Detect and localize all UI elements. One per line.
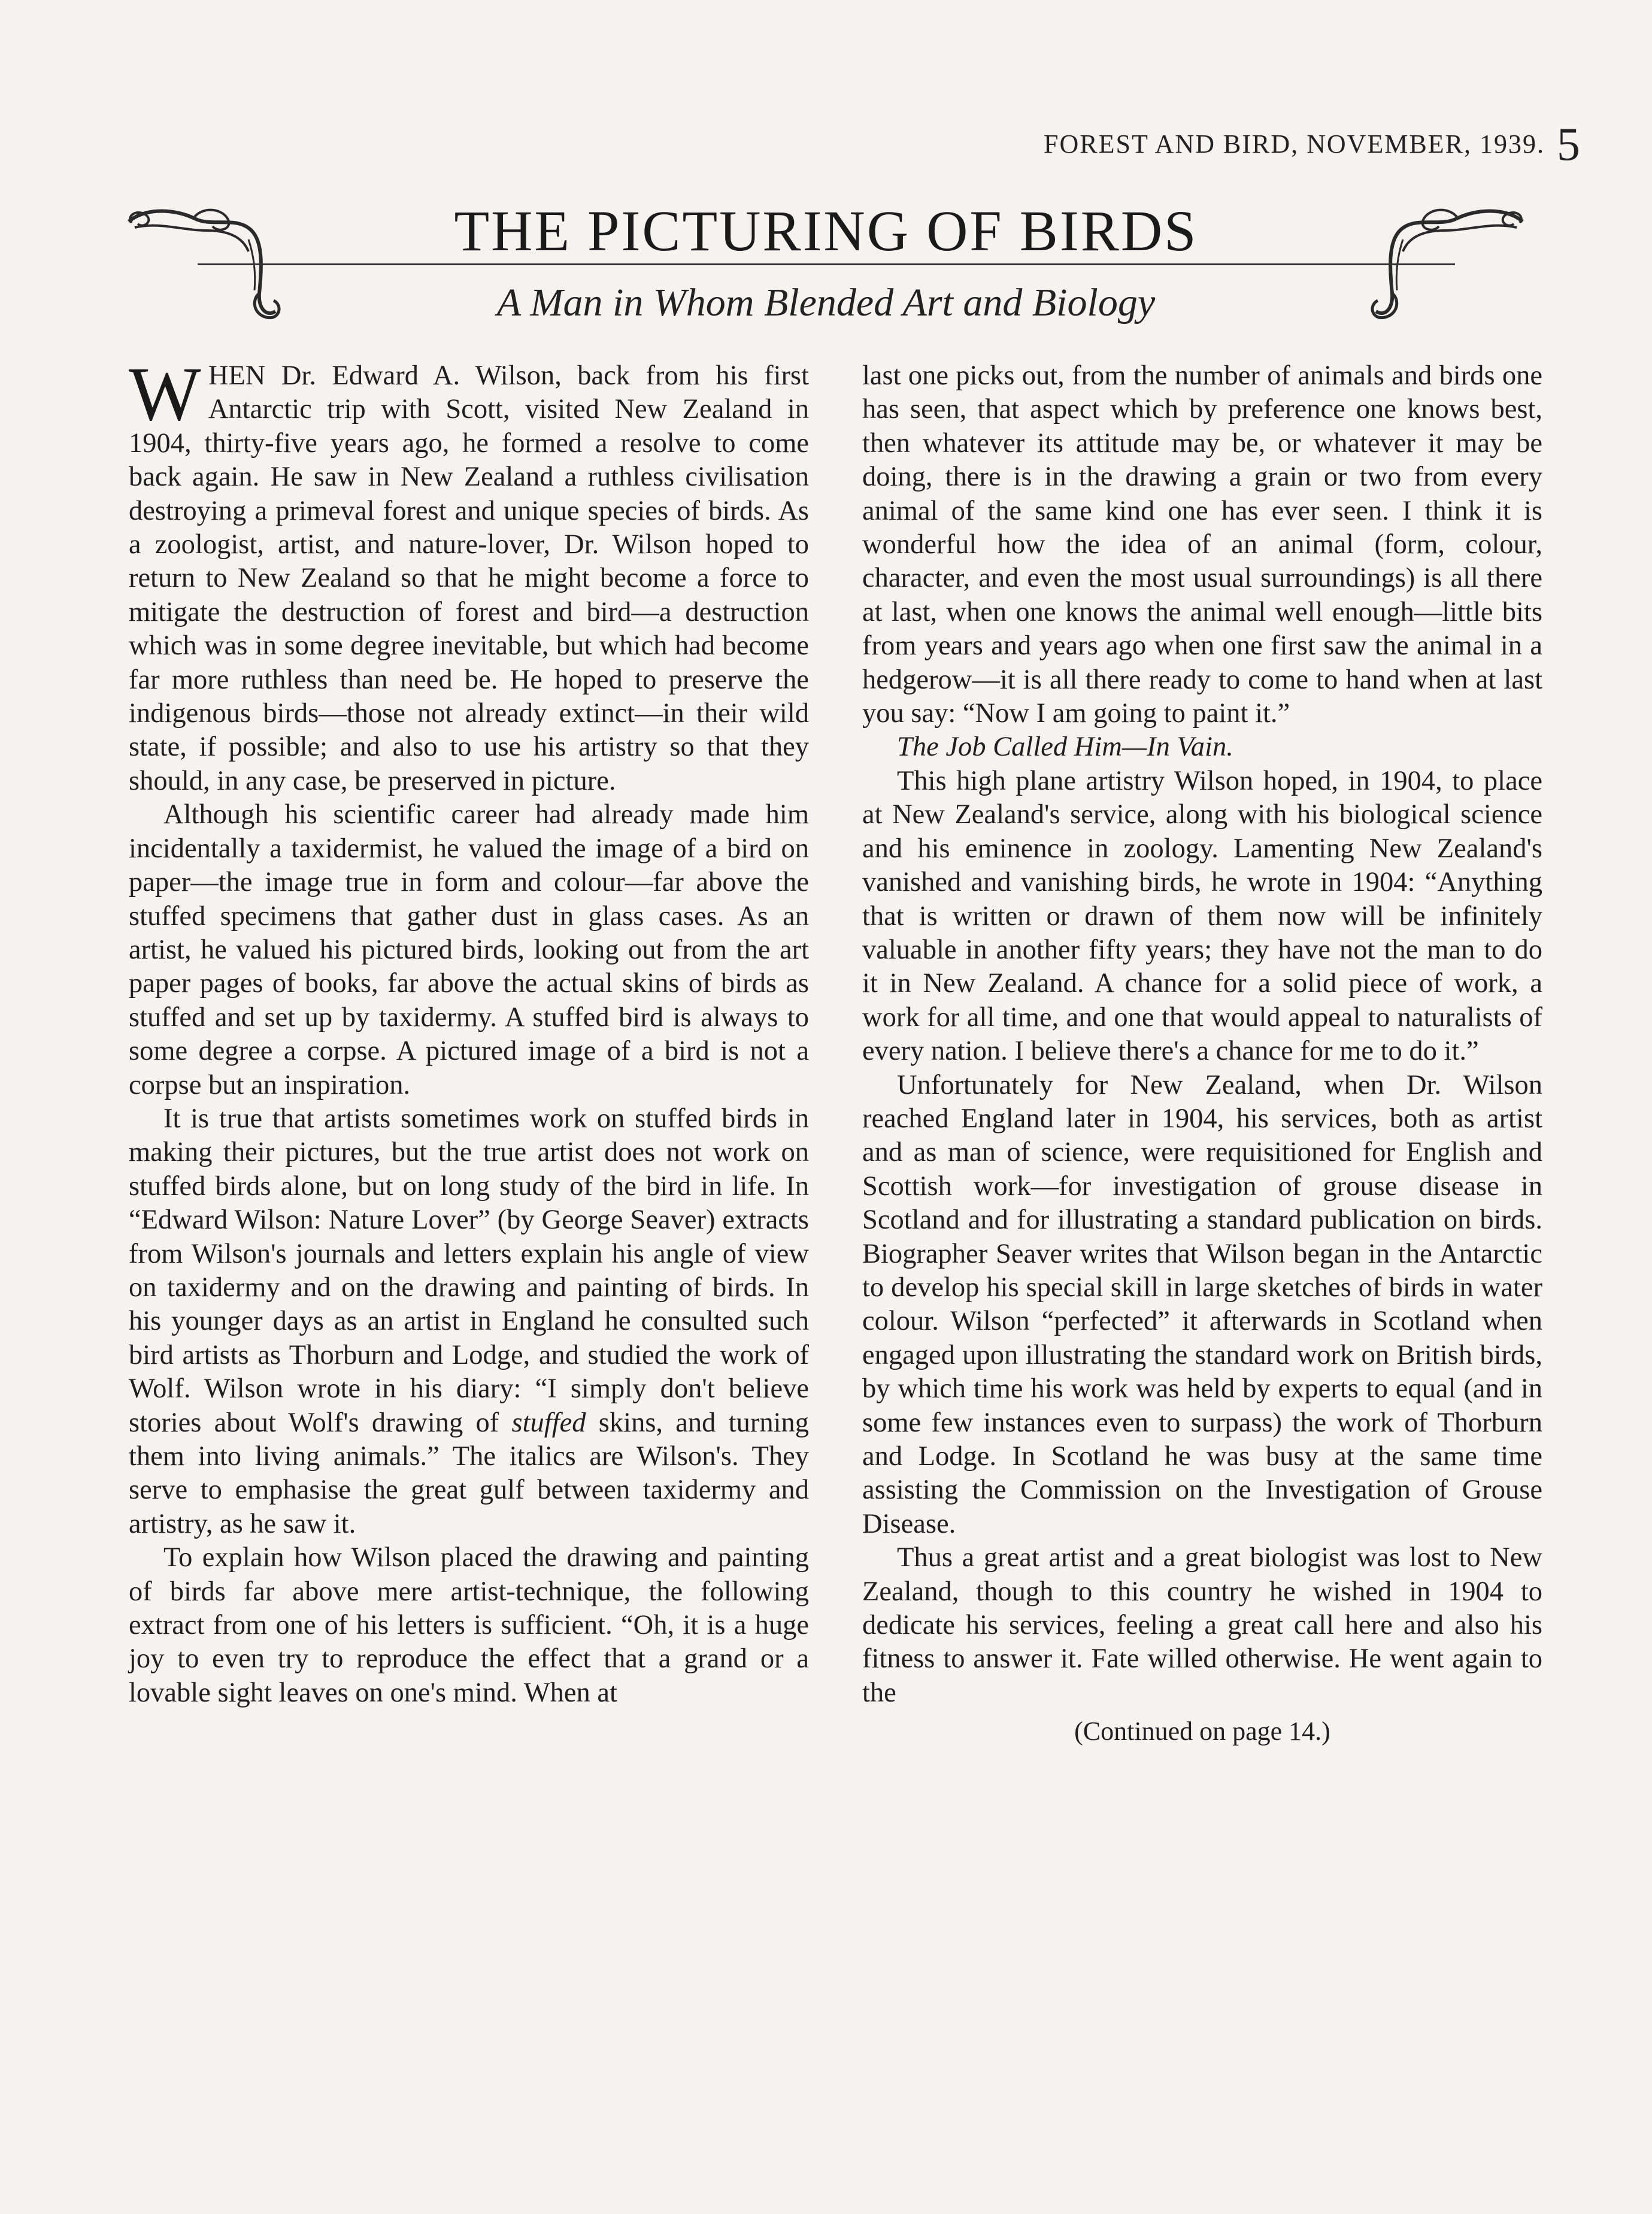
left-column bbox=[129, 351, 810, 1710]
paragraph-7: Unfortunately for New Zealand, when Dr. Wilson reached England later in 1904, his services, both as artist and as man of science, were requisitioned for English and Scottish work—for investigation of grouse disease in Scotland and for illustrating a standard publication on birds. Biographer Seaver writes that Wilson began in the Antarctic to develop his special skill in large sketches of birds in water colour. Wilson “perfected” it afterwards in Scotland when engaged upon illustrating the standard work on British birds, by which time his work was held by experts to equal (and in some few instances even to surpass) the work of Thorburn and Lodge. In Scotland he was busy at the same time assisting the Commission on the Investigation of Grouse Disease. bbox=[862, 1069, 1542, 1539]
paragraph-1-text: HEN Dr. Edward A. Wilson, back from his first Antarctic trip with Scott, visited New Zealand in 1904, thirty-five years ago, he formed a resolve to come back again. He saw in New Zealand a ruthless civilisation destroying a primeval forest and unique species of birds. As a zoologist, artist, and nature-lover, Dr. Wilson hoped to return to New Zealand so that he might become a force to mitigate the destruction of forest and bird—a destruction which was in some degree inevitable, but which had become far more ruthless than need be. He hoped to preserve the indigenous birds—those not already extinct—in their wild state, if possible; and also to use his artistry so that they should, in any case, be preserved in picture. bbox=[129, 360, 809, 796]
paragraph-3-text-b: skins, and turning them into living animals.” The italics are Wilson's. They serve to emphasise the great gulf between taxidermy and artistry, as he saw it. bbox=[129, 1407, 810, 1539]
paragraph-3-text-a: It is true that artists sometimes work on stuffed birds in making their pictures, but the true artist does not work on stuffed birds alone, but on long study of the bird in life. In “Edward Wilson: Nature Lover” (by George Seaver) extracts from Wilson's journals and letters explain his angle of view on taxidermy and on the drawing and painting of birds. In his younger days as an artist in England he consulted such bird artists as Thorburn and Lodge, and studied the work of Wolf. Wilson wrote in his diary: “I simply don't believe stories about Wolf's drawing of bbox=[129, 1103, 809, 1438]
article-title: THE PICTURING OF BIRDS bbox=[454, 199, 1198, 263]
title-rule bbox=[198, 263, 1455, 265]
paragraph-3 bbox=[129, 1102, 809, 1541]
paragraph-4: To explain how Wilson placed the drawing and painting of birds far above mere artist-technique, the following extract from one of his letters is sufficient. “Oh, it is a huge joy to even try to reproduce the effect that a grand or a lovable sight leaves on one's mind. When at bbox=[129, 1542, 809, 1708]
paragraph-1 bbox=[129, 351, 809, 798]
paragraph-5: last one picks out, from the number of animals and birds one has seen, that aspect which by preference one knows best, then whatever its attitude may be, or whatever it may be doing, there is in the drawing a grain or two from every animal of the same kind one has ever seen. I think it is wonderful how the idea of an animal (form, colour, character, and even the most usual surroundings) is all there at last, when one knows the animal well enough—little bits from years and years ago when one first saw the animal in a hedgerow—it is all there ready to come to hand when at last you say: “Now I am going to paint it.” bbox=[862, 360, 1542, 729]
right-column bbox=[862, 359, 1542, 1749]
italic-stuffed: stuffed bbox=[511, 1407, 586, 1438]
paragraph-6: This high plane artistry Wilson hoped, in 1904, to place at New Zealand's service, along with his biological science and his eminence in zoology. Lamenting New Zealand's vanished and vanishing birds, he wrote in 1904: “Anything that is written or drawn of them now will be infinitely valuable in another fifty years; they have not the man to do it in New Zealand. A chance for a solid piece of work, a work for all time, and one that would appeal to naturalists of every nation. I believe there's a chance for me to do it.” bbox=[862, 765, 1542, 1067]
section-subhead: The Job Called Him—In Vain. bbox=[897, 732, 1233, 763]
article-subtitle: A Man in Whom Blended Art and Biology bbox=[496, 281, 1156, 324]
drop-cap: W bbox=[129, 351, 201, 436]
continued-note: (Continued on page 14.) bbox=[1074, 1716, 1330, 1746]
running-head: FOREST AND BIRD, NOVEMBER, 1939. bbox=[1044, 129, 1545, 159]
page-number: 5 bbox=[1557, 118, 1580, 170]
paragraph-2: Although his scientific career had already made him incidentally a taxidermist, he valued the image of a bird on paper—the image true in form and colour—far above the stuffed specimens that gather dust in glass cases. As an artist, he valued his pictured birds, looking out from the art paper pages of books, far above the actual skins of birds as stuffed and set up by taxidermy. A stuffed bird is always to some degree a corpse. A pictured image of a bird is not a corpse but an inspiration. bbox=[129, 799, 809, 1100]
paragraph-8: Thus a great artist and a great biologist was lost to New Zealand, though to this country he wished in 1904 to dedicate his services, feeling a great call here and also his fitness to answer it. Fate willed otherwise. He went again to the bbox=[862, 1542, 1542, 1708]
